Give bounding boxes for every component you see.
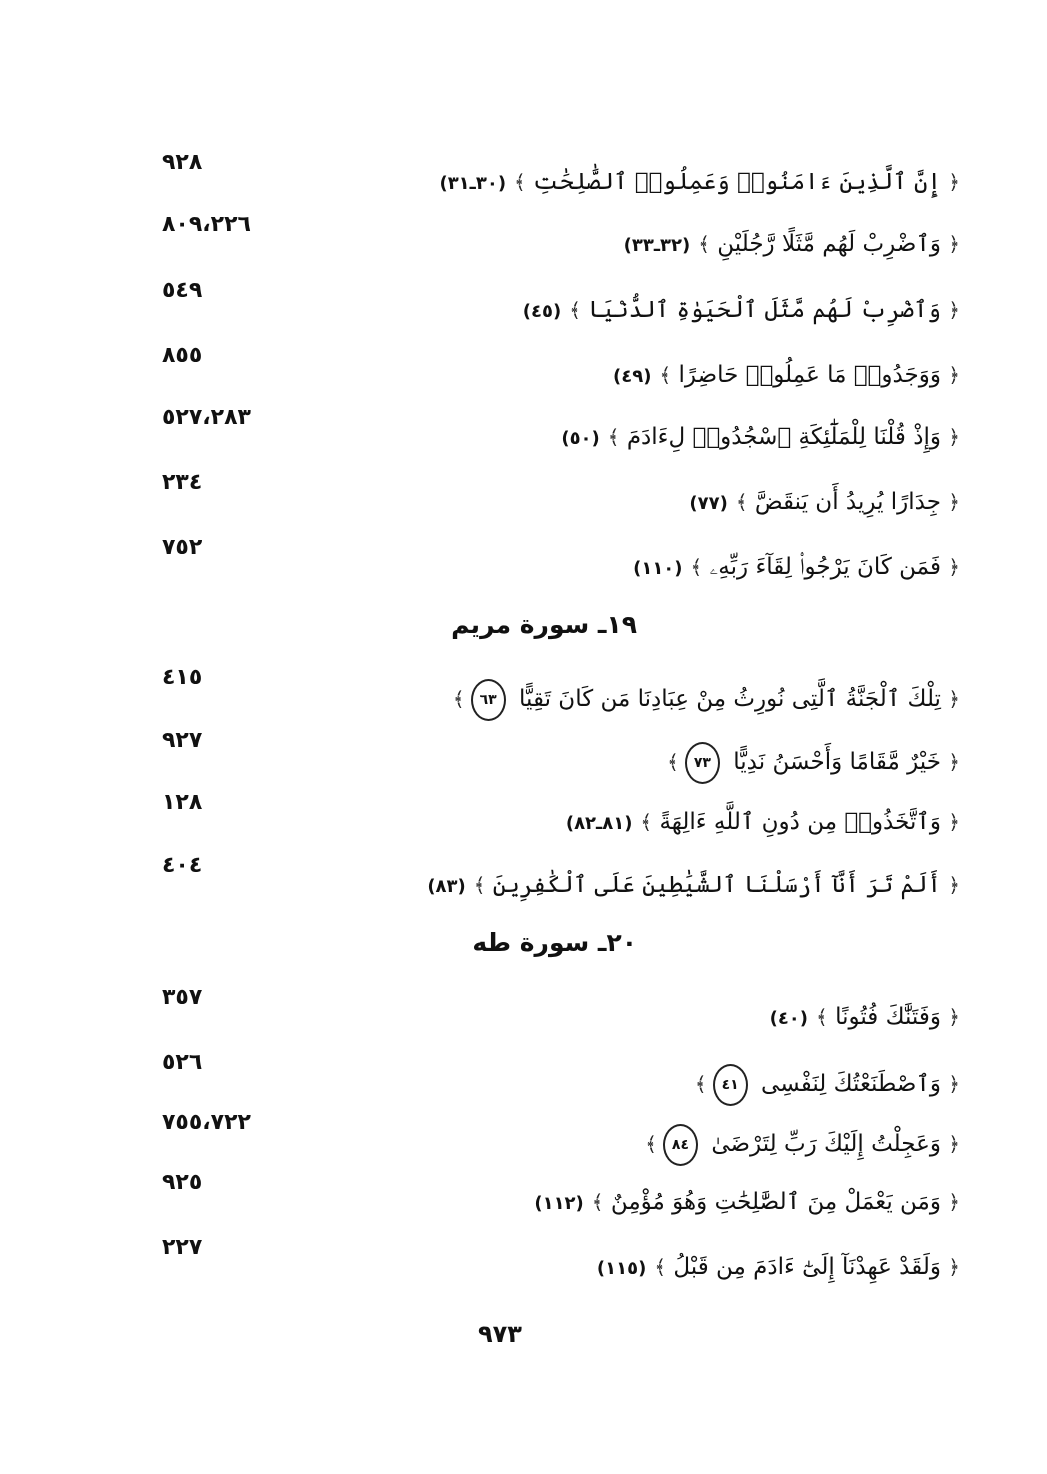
index-entry	[150, 343, 960, 403]
index-entry	[150, 278, 960, 338]
page-reference: ٩٢٥	[162, 1170, 203, 1195]
verse-open-ornament: ﴿	[948, 363, 960, 387]
page-reference: ٢٢٧	[162, 1235, 203, 1260]
index-entry	[150, 853, 960, 913]
page-reference: ٥٢٦	[162, 1050, 203, 1075]
verse-words: وَمَن يَعْمَلْ مِنَ ٱلصَّٰلِحَٰتِ وَهُوَ مُؤْمِنٌ	[610, 1189, 941, 1215]
verse-close-ornament: ﴾	[667, 750, 679, 774]
verse-words: تِلْكَ ٱلْجَنَّةُ ٱلَّتِى نُورِثُ مِنْ عِبَادِنَا مَن كَانَ تَقِيًّا	[519, 686, 941, 712]
verse-text	[624, 226, 960, 264]
page-reference: ٧٥٥،٧٢٢	[162, 1110, 251, 1135]
verse-close-ornament: ﴾	[645, 1132, 657, 1156]
verse-text	[645, 1124, 960, 1166]
verse-words: أَلَمْ تَرَ أَنَّآ أَرْسَلْنَا ٱلشَّيَٰطِينَ عَلَى ٱلْكَٰفِرِينَ	[492, 872, 941, 898]
verse-words: وَٱصْطَنَعْتُكَ لِنَفْسِى	[761, 1071, 941, 1097]
verse-close-ornament: ﴾	[694, 1072, 707, 1096]
page-reference: ٥٢٧،٢٨٣	[162, 405, 251, 430]
ayah-number-marker: ٤١	[713, 1064, 748, 1106]
index-entry	[150, 1235, 960, 1295]
index-entry	[150, 728, 960, 788]
page-reference: ٩٢٨	[162, 150, 203, 175]
verse-words: وَٱتَّخَذُوا۟ مِن دُونِ ٱللَّهِ ءَالِهَةً	[659, 809, 941, 835]
verse-text	[534, 1184, 960, 1222]
verse-open-ornament: ﴿	[948, 1190, 960, 1214]
index-entry	[150, 535, 960, 595]
page-reference: ٧٥٢	[162, 535, 203, 560]
index-entry	[150, 1050, 960, 1110]
verse-open-ornament: ﴿	[948, 298, 960, 322]
index-entry	[150, 150, 960, 210]
verse-open-ornament: ﴿	[948, 810, 960, 834]
verse-text	[613, 357, 960, 395]
page-reference: ٥٤٩	[162, 278, 203, 303]
verse-words: وَإِذْ قُلْنَا لِلْمَلَٰٓئِكَةِ ٱسْجُدُوا۟ لِءَادَمَ	[626, 424, 941, 450]
surah-heading: ٢٠ـ سورة طه	[472, 928, 637, 957]
verse-text	[453, 679, 960, 721]
page-number: ٩٧٣	[478, 1320, 522, 1348]
verse-open-ornament: ﴿	[948, 425, 960, 449]
verse-close-ornament: ﴾	[591, 1190, 604, 1214]
verse-text	[566, 804, 960, 842]
verse-words: جِدَارًا يُرِيدُ أَن يَنقَضَّ	[754, 489, 941, 515]
verse-open-ornament: ﴿	[948, 750, 960, 774]
index-entry	[150, 1170, 960, 1230]
page-reference: ٨٥٥	[162, 343, 203, 368]
verse-words: وَٱضْرِبْ لَهُم مَّثَلًا رَّجُلَيْنِ	[717, 231, 941, 257]
page-reference: ٢٣٤	[162, 470, 203, 495]
verse-text	[633, 549, 960, 587]
verse-text	[597, 1249, 960, 1287]
ayah-number-marker: ٦٣	[471, 679, 506, 721]
verse-close-ornament: ﴾	[514, 170, 526, 194]
verse-number: (١١٢)	[534, 1193, 584, 1214]
verse-open-ornament: ﴿	[948, 555, 960, 579]
verse-number: (٣٠ـ٣١)	[439, 173, 507, 194]
verse-close-ornament: ﴾	[607, 425, 620, 449]
verse-close-ornament: ﴾	[452, 687, 465, 711]
verse-open-ornament: ﴿	[948, 490, 960, 514]
page-reference: ١٢٨	[162, 790, 203, 815]
verse-close-ornament: ﴾	[698, 232, 710, 256]
verse-text	[695, 1064, 960, 1106]
verse-open-ornament: ﴿	[948, 1072, 960, 1096]
verse-number: (٤٥)	[522, 301, 562, 322]
verse-number: (٤٠)	[769, 1008, 809, 1029]
verse-close-ornament: ﴾	[473, 873, 486, 897]
verse-open-ornament: ﴿	[948, 1255, 960, 1279]
index-entry	[150, 665, 960, 725]
verse-open-ornament: ﴿	[948, 687, 960, 711]
surah-heading: ١٩ـ سورة مريم	[451, 610, 637, 639]
verse-close-ornament: ﴾	[735, 490, 748, 514]
verse-number: (٨٣)	[427, 876, 466, 897]
verse-open-ornament: ﴿	[948, 170, 960, 194]
verse-words: وَعَجِلْتُ إِلَيْكَ رَبِّ لِتَرْضَىٰ	[711, 1131, 941, 1157]
verse-text	[689, 484, 960, 522]
verse-text	[427, 867, 960, 905]
verse-close-ornament: ﴾	[659, 363, 672, 387]
index-entry	[150, 790, 960, 850]
verse-open-ornament: ﴿	[948, 232, 960, 256]
verse-close-ornament: ﴾	[690, 555, 703, 579]
verse-number: (٤٩)	[613, 366, 652, 387]
index-entry	[150, 1110, 960, 1170]
verse-words: وَوَجَدُوا۟ مَا عَمِلُوا۟ حَاضِرًا	[678, 362, 941, 388]
verse-number: (٨١ـ٨٢)	[565, 813, 633, 834]
page-reference: ٩٢٧	[162, 728, 203, 753]
verse-number: (٧٧)	[689, 493, 728, 514]
verse-words: فَمَن كَانَ يَرْجُوا۟ لِقَآءَ رَبِّهِۦ	[709, 554, 941, 580]
verse-words: خَيْرٌ مَّقَامًا وَأَحْسَنُ نَدِيًّا	[733, 749, 941, 775]
ayah-number-marker: ٨٤	[663, 1124, 698, 1166]
page-reference: ٨٠٩،٢٢٦	[162, 212, 251, 237]
verse-text	[523, 292, 960, 330]
verse-close-ornament: ﴾	[640, 810, 653, 834]
verse-open-ornament: ﴿	[948, 1005, 960, 1029]
verse-close-ornament: ﴾	[654, 1255, 667, 1279]
verse-close-ornament: ﴾	[816, 1005, 828, 1029]
verse-number: (٣٢ـ٣٣)	[623, 235, 691, 256]
verse-text	[439, 164, 960, 202]
index-entry	[150, 405, 960, 465]
ayah-number-marker: ٧٣	[685, 742, 720, 784]
verse-words: وَٱضْرِبْ لَهُم مَّثَلَ ٱلْحَيَوٰةِ ٱلدُّنْيَا	[588, 297, 941, 323]
index-entry	[150, 985, 960, 1045]
page-reference: ٣٥٧	[162, 985, 203, 1010]
verse-close-ornament: ﴾	[569, 298, 581, 322]
verse-number: (١١٠)	[633, 558, 683, 579]
index-entry	[150, 212, 960, 272]
verse-open-ornament: ﴿	[948, 873, 960, 897]
verse-words: إِنَّ ٱلَّذِينَ ءَامَنُوا۟ وَعَمِلُوا۟ ٱلصَّٰلِحَٰتِ	[533, 169, 941, 195]
verse-text	[561, 419, 960, 457]
index-entry	[150, 470, 960, 530]
page-reference: ٤١٥	[162, 665, 203, 690]
verse-words: وَلَقَدْ عَهِدْنَآ إِلَىٰٓ ءَادَمَ مِن قَبْلُ	[673, 1254, 941, 1280]
page-reference: ٤٠٤	[162, 853, 203, 878]
verse-number: (١١٥)	[596, 1258, 647, 1279]
verse-text	[667, 742, 960, 784]
verse-number: (٥٠)	[561, 428, 600, 449]
verse-open-ornament: ﴿	[948, 1132, 960, 1156]
verse-words: وَفَتَنَّٰكَ فُتُونًا	[835, 1004, 941, 1030]
verse-text	[770, 999, 960, 1037]
